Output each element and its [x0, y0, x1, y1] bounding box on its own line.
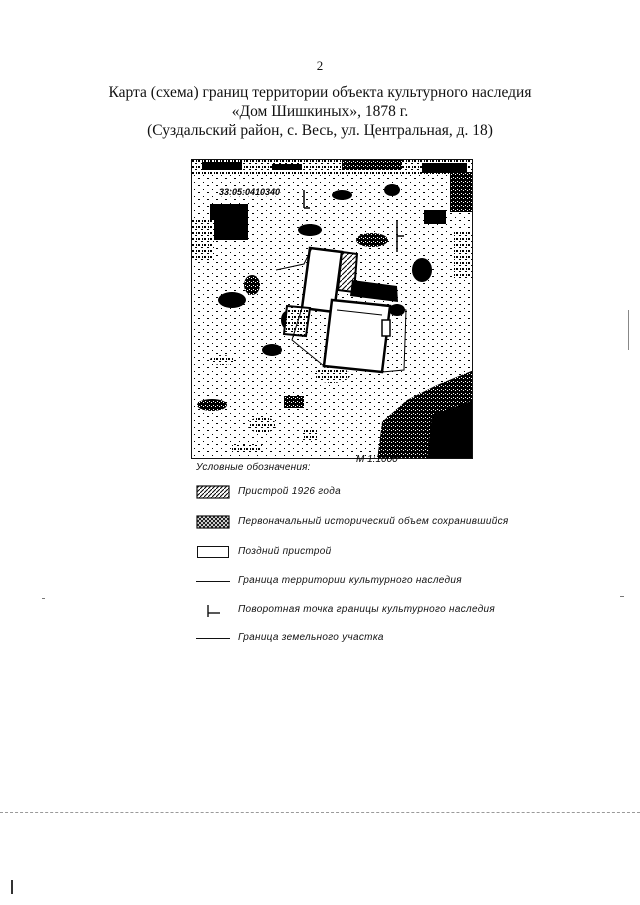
- legend-label: Первоначальный исторический объем сохранившийся: [238, 516, 509, 527]
- boundary-line-icon: [196, 574, 230, 588]
- legend-item-late-addition: [196, 545, 616, 563]
- crosshatch-box-icon: [196, 515, 230, 529]
- cadastral-number: 33:05:0410340: [219, 187, 281, 197]
- title-line-1: Карта (схема) границ территории объекта культурного наследия: [108, 84, 532, 101]
- legend-label: Граница земельного участка: [238, 632, 384, 643]
- legend-label: Граница территории культурного наследия: [238, 575, 462, 586]
- turning-point-icon: [196, 603, 230, 617]
- page-number: 2: [316, 58, 324, 73]
- legend-item-heritage-boundary: [196, 574, 616, 592]
- hatched-box-icon: [196, 485, 230, 499]
- map-scale: М 1:1000: [356, 454, 398, 465]
- legend-item-historic-volume: [196, 515, 616, 533]
- plot-line-icon: [196, 631, 230, 645]
- legend-item-turning-point: [196, 603, 616, 621]
- legend-label: Поздний пристрой: [238, 546, 332, 557]
- document-title: [0, 83, 640, 140]
- legend-item-addition-1926: [196, 485, 616, 503]
- scan-artifact-dot: [42, 598, 45, 599]
- scan-artifact-mark: [11, 880, 13, 894]
- scan-artifact-line: [0, 812, 640, 813]
- legend-title: Условные обозначения:: [196, 462, 311, 473]
- title-line-2: «Дом Шишкиных», 1878 г.: [231, 103, 409, 120]
- aerial-photo: [192, 160, 473, 459]
- legend-label: Поворотная точка границы культурного наследия: [238, 604, 496, 615]
- legend-item-land-plot-boundary: [196, 631, 616, 649]
- title-line-3: (Суздальский район, с. Весь, ул. Центральная, д. 18): [147, 122, 493, 139]
- aerial-map: [191, 159, 473, 459]
- scan-artifact-dot: [620, 596, 624, 597]
- legend-label: Пристрой 1926 года: [238, 486, 341, 497]
- empty-box-icon: [196, 545, 230, 559]
- scan-artifact-edge: [628, 310, 629, 350]
